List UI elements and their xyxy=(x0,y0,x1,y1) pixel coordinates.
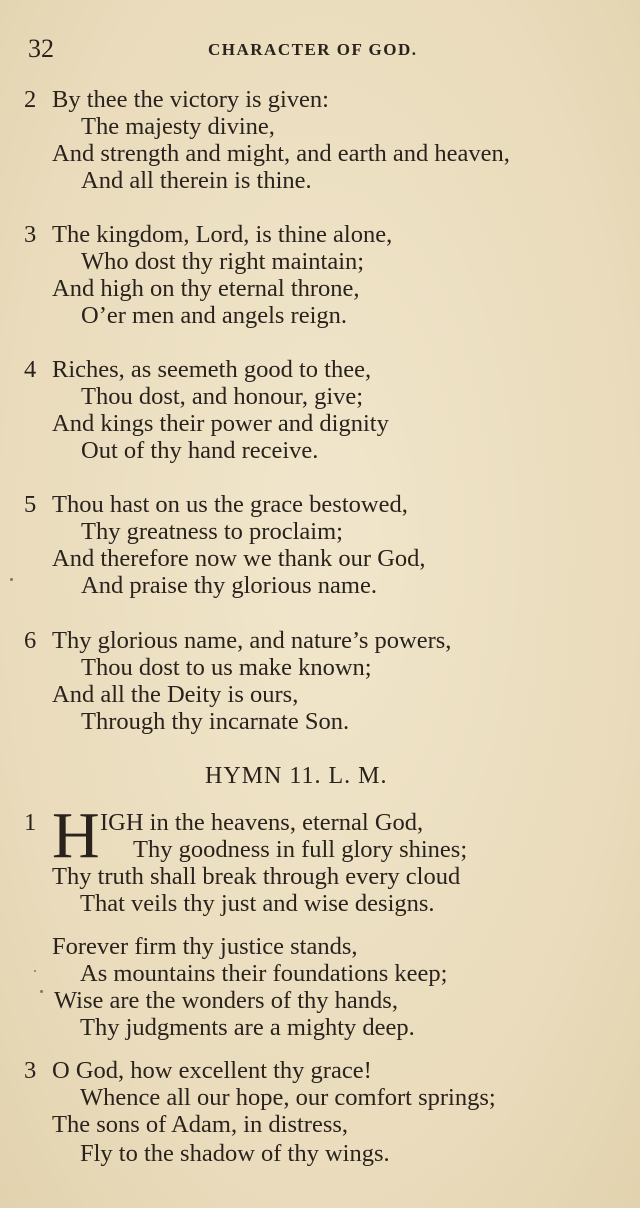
verse-line: Thy goodness in full glory shines; xyxy=(133,836,468,863)
verse-line: Thy glorious name, and nature’s powers, xyxy=(52,627,452,654)
verse-line: Thou dost, and honour, give; xyxy=(81,383,364,410)
verse-line: The majesty divine, xyxy=(81,113,275,140)
running-head: CHARACTER OF GOD. xyxy=(208,40,418,59)
verse-line: Thy greatness to proclaim; xyxy=(81,518,343,545)
verse-line: Thy judgments are a mighty deep. xyxy=(80,1014,415,1041)
verse-line: Forever firm thy justice stands, xyxy=(52,933,358,960)
verse-line: And all therein is thine. xyxy=(81,167,312,194)
paper-speck xyxy=(40,990,43,993)
verse-line: And therefore now we thank our God, xyxy=(52,545,426,572)
verse-line: And praise thy glorious name. xyxy=(81,572,377,599)
verse-line: And strength and might, and earth and heaven, xyxy=(52,140,510,167)
paper-speck xyxy=(34,970,36,972)
stanza-number: 2 xyxy=(24,86,37,113)
verse-line: The sons of Adam, in distress, xyxy=(52,1111,349,1138)
verse-line: And kings their power and dignity xyxy=(52,410,389,437)
verse-line: That veils thy just and wise designs. xyxy=(80,890,435,917)
stanza-number: 5 xyxy=(24,491,37,518)
verse-line: Whence all our hope, our comfort springs; xyxy=(80,1084,496,1111)
drop-cap: H xyxy=(52,799,100,872)
verse-line: Thy truth shall break through every cloud xyxy=(52,863,461,890)
verse-line: Thou dost to us make known; xyxy=(81,654,372,681)
verse-line: Fly to the shadow of thy wings. xyxy=(80,1140,390,1167)
verse-line: Wise are the wonders of thy hands, xyxy=(54,987,398,1014)
verse-line: Through thy incarnate Son. xyxy=(81,708,350,735)
verse-line: And all the Deity is ours, xyxy=(52,681,299,708)
verse-line: Riches, as seemeth good to thee, xyxy=(52,356,372,383)
verse-line: The kingdom, Lord, is thine alone, xyxy=(52,221,393,248)
page-number: 32 xyxy=(28,34,54,63)
verse-line: Who dost thy right maintain; xyxy=(81,248,365,275)
page-header xyxy=(28,34,618,64)
stanza-number: 6 xyxy=(24,627,37,654)
verse-line: And high on thy eternal throne, xyxy=(52,275,360,302)
stanza-number: 1 xyxy=(24,809,37,836)
paper-speck xyxy=(10,578,13,581)
verse-line: As mountains their foundations keep; xyxy=(80,960,448,987)
verse-line: By thee the victory is given: xyxy=(52,86,329,113)
stanza-number: 3 xyxy=(24,1057,37,1084)
verse-line: IGH in the heavens, eternal God, xyxy=(100,809,424,836)
verse-line: Thou hast on us the grace bestowed, xyxy=(52,491,408,518)
hymn-title: HYMN 11. L. M. xyxy=(205,763,388,789)
verse-line: O God, how excellent thy grace! xyxy=(52,1057,372,1084)
stanza-number: 4 xyxy=(24,356,37,383)
verse-line: Out of thy hand receive. xyxy=(81,437,319,464)
stanza-number: 3 xyxy=(24,221,37,248)
verse-line: O’er men and angels reign. xyxy=(81,302,347,329)
